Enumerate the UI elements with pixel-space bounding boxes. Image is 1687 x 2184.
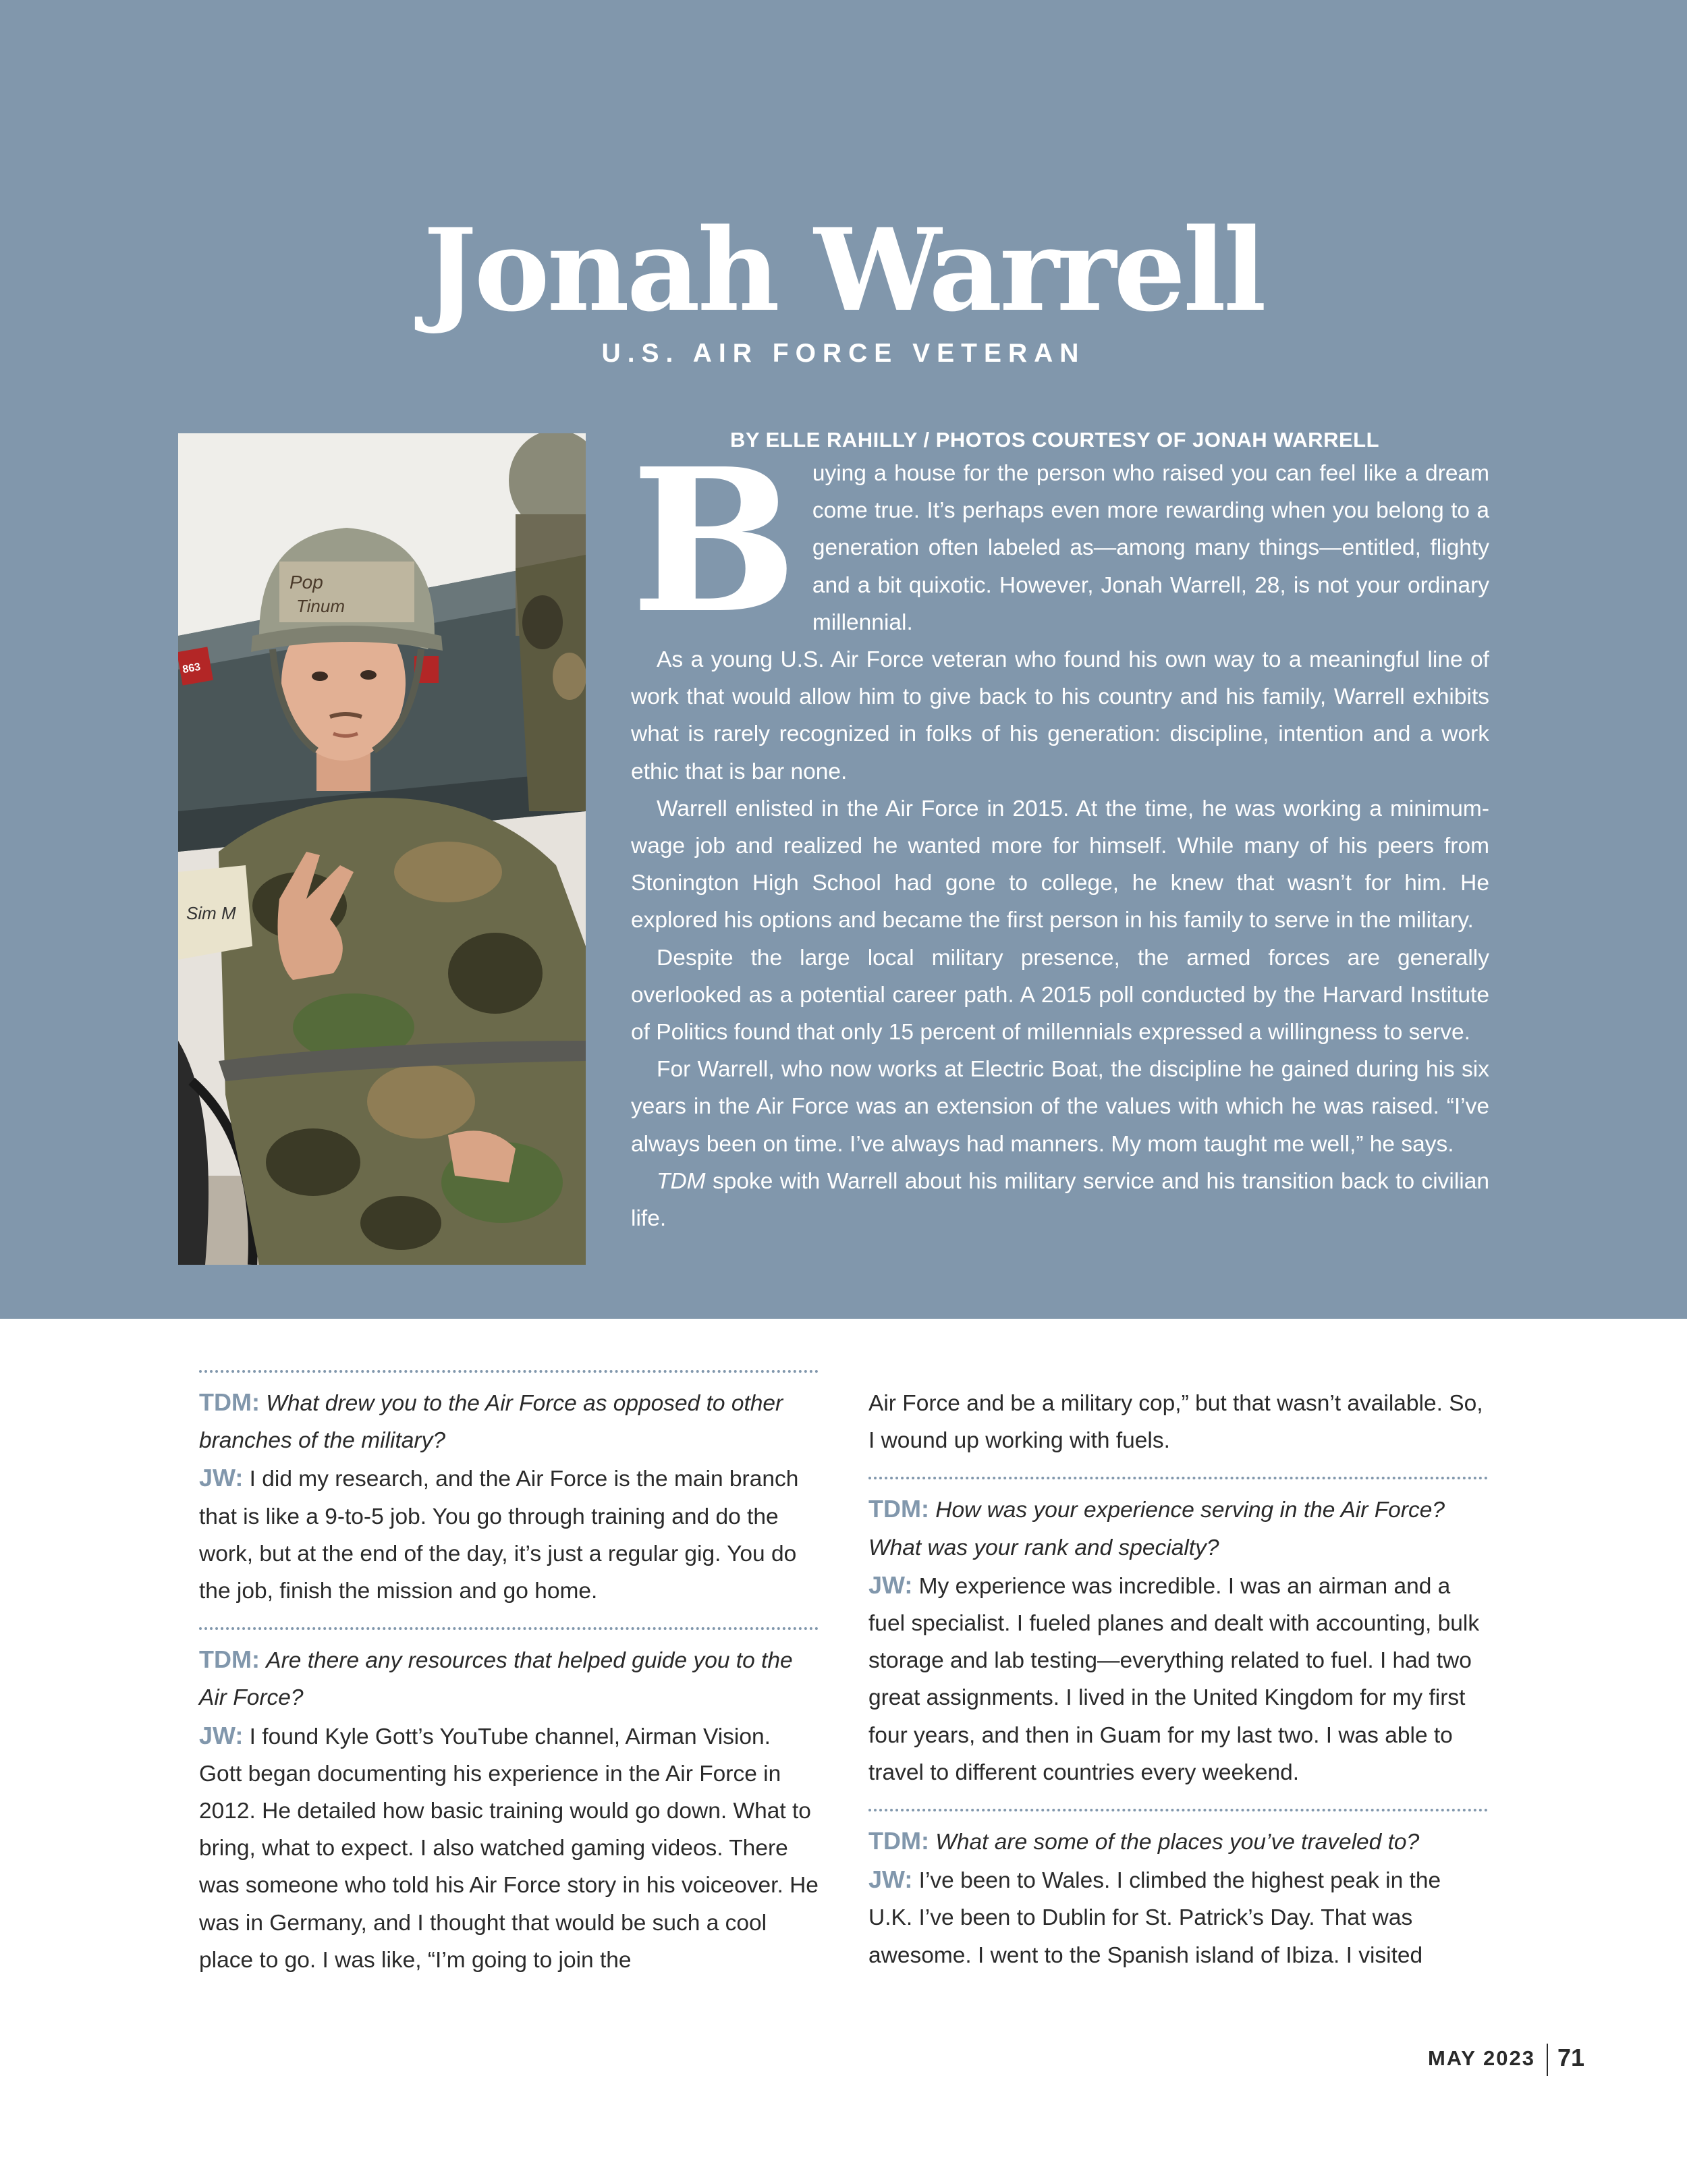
article-subtitle: U.S. AIR FORCE VETERAN xyxy=(601,339,1086,368)
speaker-label: JW: xyxy=(868,1865,913,1894)
speaker-label: TDM: xyxy=(868,1827,929,1855)
intro-paragraph: Despite the large local military presence, the armed forces are generally overlooked as a potential career path. A 2015 poll conducted by the Harvard Institute of Politics found that only 15 percent of millennials expressed a willingness to serve. xyxy=(631,945,1489,1045)
divider xyxy=(868,1809,1488,1811)
divider xyxy=(199,1370,819,1373)
speaker-label: TDM: xyxy=(199,1388,260,1416)
answer-continuation: Air Force and be a military cop,” but that wasn’t available. So, I wound up working with fuels. xyxy=(868,1391,1483,1454)
portrait-photo xyxy=(178,433,586,1265)
divider xyxy=(868,1477,1488,1479)
question-text: Are there any resources that helped guide you to the Air Force? xyxy=(199,1648,793,1711)
intro-paragraph-text: spoke with Warrell about his military service and his transition back to civilian life. xyxy=(631,1168,1489,1232)
footer-separator xyxy=(1547,2044,1548,2076)
question-text: What drew you to the Air Force as opposed to other branches of the military? xyxy=(199,1391,783,1454)
divider xyxy=(199,1627,819,1630)
qa-block xyxy=(868,1822,1488,1974)
qa-block xyxy=(199,1384,819,1610)
interview-column-left xyxy=(199,1370,819,1996)
intro-paragraph: Warrell enlisted in the Air Force in 2015. At the time, he was working a minimum-wage job and realized he wanted more for himself. While many of his peers from Stonington High School had gone to college, he knew that wasn’t for him. He explored his options and became the first person in his family to serve in the military. xyxy=(631,796,1489,933)
speaker-label: JW: xyxy=(199,1721,244,1749)
speaker-label: JW: xyxy=(868,1571,913,1599)
page-footer xyxy=(1390,2044,1606,2077)
intro-paragraph: As a young U.S. Air Force veteran who found his own way to a meaningful line of work that would allow him to give back to his country and his family, Warrell exhibits what is rarely recognized in folks of his generation: discipline, intention and a work ethic that is bar none. xyxy=(631,647,1489,784)
interview-column-right xyxy=(868,1385,1488,1992)
sleeve-text: Sim M xyxy=(186,903,236,923)
answer-text: My experience was incredible. I was an airman and a fuel specialist. I fueled planes and dealt with accounting, bulk storage and lab testing—everything related to fuel. I had two great assignments. I lived in the United Kingdom for my first four years, and then in Guam for my last two. I was able to travel to different countries every weekend. xyxy=(868,1573,1480,1785)
drop-cap: B xyxy=(631,425,798,657)
question-text: What are some of the places you’ve traveled to? xyxy=(935,1830,1420,1855)
question-text: How was your experience serving in the Air Force? What was your rank and specialty? xyxy=(868,1498,1445,1560)
issue-date: MAY 2023 xyxy=(1427,2046,1535,2070)
qa-block xyxy=(199,1641,819,1979)
article-title: Jonah Warrell xyxy=(423,203,1264,337)
publication-name: TDM xyxy=(657,1168,706,1194)
intro-paragraph xyxy=(631,1163,1489,1237)
speaker-label: TDM: xyxy=(868,1495,929,1523)
page-number: 71 xyxy=(1557,2044,1584,2071)
speaker-label: JW: xyxy=(199,1464,244,1492)
placard-text: 863 xyxy=(182,661,202,676)
intro-paragraph: uying a house for the person who raised you can feel like a dream come true. It’s perhaps even more rewarding when you belong to a generation often labeled as—among many things—entitled, flighty and a bit quixotic. However, Jonah Warrell, 28, is not your ordinary millennial. xyxy=(812,461,1489,635)
qa-block xyxy=(868,1490,1488,1791)
helmet-text-2: Tinum xyxy=(296,596,345,616)
answer-text: I found Kyle Gott’s YouTube channel, Airman Vision. Gott began documenting his experience in the Air Force in 2012. He detailed how basic training would go down. What to bring, what to expect. I also watched gaming videos. There was someone who told his Air Force story in his voiceover. He was in Germany, and I thought that would be such a cool place to go. I was like, “I’m going to join the xyxy=(199,1724,819,1973)
helmet-text-1: Pop xyxy=(289,572,323,593)
byline: BY ELLE RAHILLY / PHOTOS COURTESY OF JONAH WARRELL xyxy=(730,428,1380,452)
answer-text: I’ve been to Wales. I climbed the highest peak in the U.K. I’ve been to Dublin for St. Patrick’s Day. That was awesome. I went to the Spanish island of Ibiza. I visited xyxy=(868,1868,1441,1968)
speaker-label: TDM: xyxy=(199,1645,260,1674)
answer-text: I did my research, and the Air Force is the main branch that is like a 9-to-5 job. You go through training and do the work, but at the end of the day, it’s just a regular gig. You do the job, finish the mission and go home. xyxy=(199,1467,799,1604)
intro-paragraph: For Warrell, who now works at Electric Boat, the discipline he gained during his six years in the Air Force was an extension of the values with which he was raised. “I’ve always been on time. I’ve always had manners. My mom taught me well,” he says. xyxy=(631,1057,1489,1157)
